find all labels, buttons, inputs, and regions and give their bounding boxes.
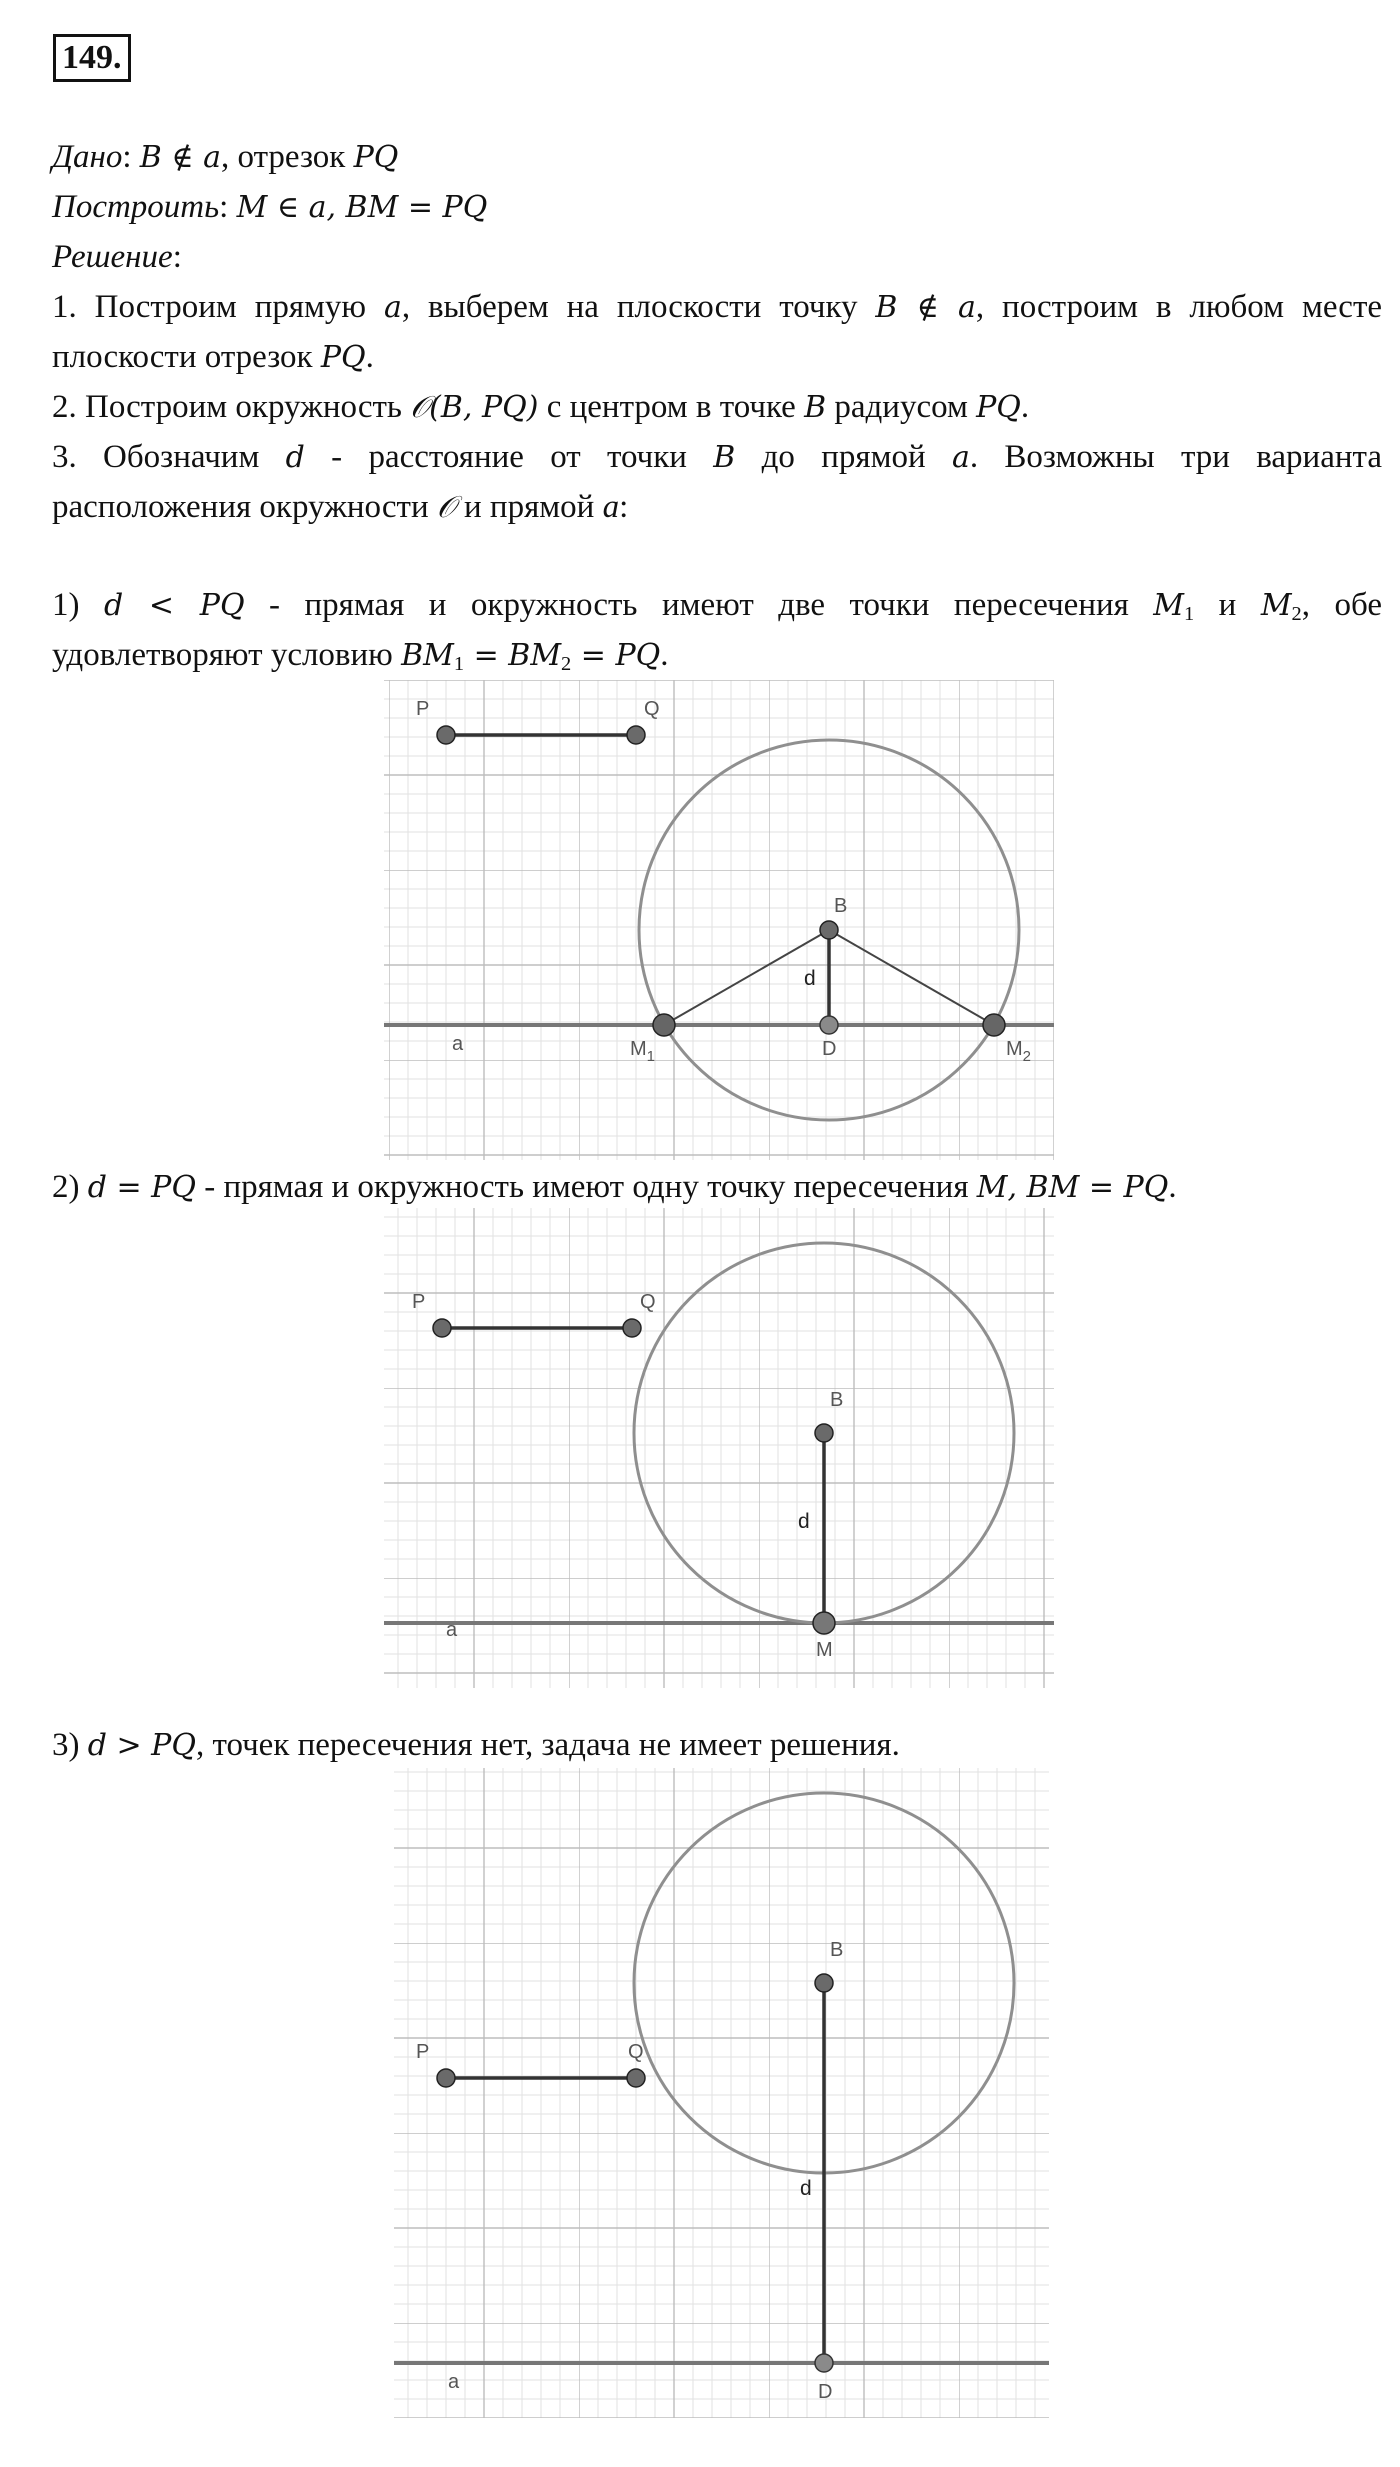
label-b: B bbox=[830, 1389, 844, 1411]
step-3-line-2: расположения окружности 𝒪 и прямой a: bbox=[52, 489, 629, 525]
point-q bbox=[627, 726, 645, 744]
step-1-line-2: плоскости отрезок PQ. bbox=[52, 339, 374, 375]
label-p: P bbox=[416, 698, 430, 720]
label-d: d bbox=[804, 967, 816, 990]
label-m: M bbox=[816, 1639, 833, 1661]
point-p bbox=[437, 2069, 455, 2087]
label-p: P bbox=[416, 2041, 430, 2063]
label-d: d bbox=[800, 2177, 812, 2200]
label-a: a bbox=[446, 1619, 458, 1641]
point-b bbox=[815, 1424, 833, 1442]
construct-line: Построить: M ∈ a, BM = PQ bbox=[52, 189, 488, 225]
point-d bbox=[815, 2354, 833, 2372]
point-m1 bbox=[653, 1014, 675, 1036]
label-d-foot: D bbox=[822, 1038, 837, 1060]
case-3-line: 3) d > PQ, точек пересечения нет, задача не имеет решения. bbox=[52, 1727, 900, 1763]
label-d: d bbox=[798, 1510, 810, 1533]
point-p bbox=[437, 726, 455, 744]
figure-case-1 bbox=[384, 680, 1054, 1160]
label-m2: $M_2$ bbox=[1006, 1038, 1032, 1065]
problem-number: 149. bbox=[53, 34, 131, 82]
label-q: Q bbox=[640, 1291, 656, 1313]
label-b: B bbox=[834, 895, 848, 917]
point-p bbox=[433, 1319, 451, 1337]
label-a: a bbox=[452, 1033, 464, 1055]
given-line: Дано: B ∉ a, отрезок PQ bbox=[52, 139, 399, 175]
point-m bbox=[813, 1612, 835, 1634]
point-b bbox=[820, 921, 838, 939]
case-1-line-2: удовлетворяют условию $BM_1 = BM_2$ = PQ. bbox=[52, 637, 669, 676]
point-q bbox=[627, 2069, 645, 2087]
point-b bbox=[815, 1974, 833, 1992]
figure-case-3 bbox=[394, 1768, 1049, 2418]
label-m1: $M_1$ bbox=[630, 1038, 656, 1065]
label-q: Q bbox=[644, 698, 660, 720]
figure-case-2 bbox=[384, 1208, 1054, 1688]
label-a: a bbox=[448, 2371, 460, 2393]
step-1-line-1: 1. Построим прямую a, выберем на плоскости точку B ∉ a, построим в любом месте bbox=[52, 289, 1383, 325]
point-d bbox=[820, 1016, 838, 1034]
step-2-line: 2. Построим окружность 𝒪(B, PQ) с центром в точке B радиусом PQ. bbox=[52, 389, 1030, 425]
case-1-line-1: 1) d < PQ - прямая и окружность имеют две точки пересечения $M_1$ и $M_2$, обе bbox=[52, 587, 1382, 626]
point-q bbox=[623, 1319, 641, 1337]
case-2-line: 2) d = PQ - прямая и окружность имеют одну точку пересечения M, BM = PQ. bbox=[52, 1169, 1177, 1205]
label-p: P bbox=[412, 1291, 426, 1313]
step-3-line-1: 3. Обозначим d - расстояние от точки B до прямой a. Возможны три варианта bbox=[52, 439, 1382, 475]
label-b: B bbox=[830, 1939, 844, 1961]
label-d-foot: D bbox=[818, 2381, 833, 2403]
point-m2 bbox=[983, 1014, 1005, 1036]
label-q: Q bbox=[628, 2041, 644, 2063]
solution-heading: Решение: bbox=[52, 239, 182, 275]
